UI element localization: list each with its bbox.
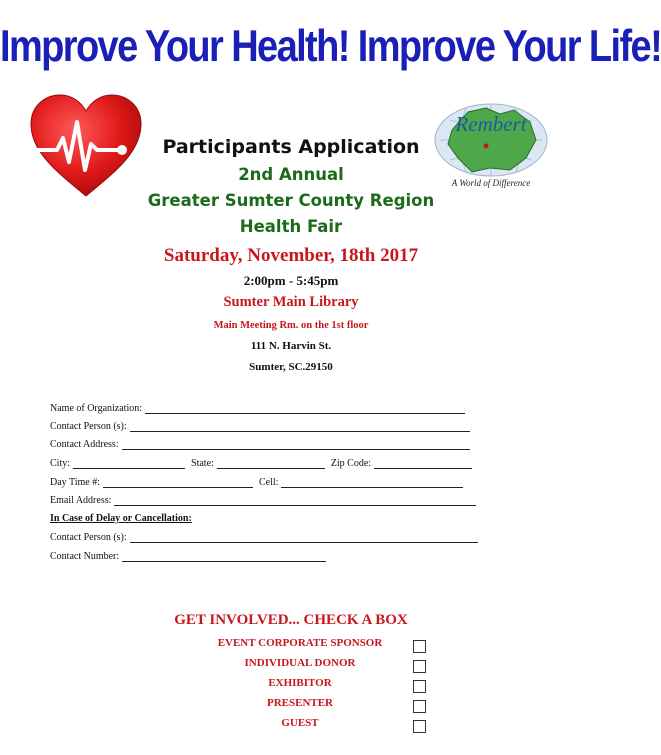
delay-contact-person-field[interactable] — [130, 532, 478, 543]
option-presenter: PRESENTER — [266, 697, 334, 709]
organization-row — [50, 400, 465, 414]
checkbox-presenter[interactable] — [413, 700, 426, 713]
contact-person-row — [50, 418, 470, 432]
state-field[interactable] — [217, 458, 325, 469]
event-time: 2:00pm - 5:45pm — [243, 273, 339, 288]
delay-heading-row — [50, 510, 192, 524]
zip-label: Zip Code: — [330, 458, 372, 469]
option-exhibitor: EXHIBITOR — [268, 677, 332, 689]
option-individual-donor: INDIVIDUAL DONOR — [244, 657, 356, 669]
logo-wordmark: Rembert — [455, 112, 527, 136]
event-venue: Sumter Main Library — [223, 294, 359, 310]
option-guest: GUEST — [281, 717, 319, 729]
contact-address-row — [50, 436, 470, 450]
email-field[interactable] — [114, 495, 476, 506]
cell-label: Cell: — [259, 477, 279, 488]
contact-address-label: Contact Address: — [50, 439, 119, 450]
delay-contact-number-label: Contact Number: — [50, 551, 120, 562]
event-room: Main Meeting Rm. on the 1st floor — [213, 320, 369, 331]
delay-contact-number-row — [50, 548, 326, 562]
organization-field[interactable] — [145, 403, 465, 414]
logo-tagline: A World of Difference — [451, 178, 531, 188]
checkbox-individual-donor[interactable] — [413, 660, 426, 673]
checkbox-event-corporate-sponsor[interactable] — [413, 640, 426, 653]
event-annual: 2nd Annual — [238, 165, 344, 184]
event-city: Sumter, SC.29150 — [249, 361, 333, 373]
event-date: Saturday, November, 18th 2017 — [163, 245, 419, 266]
get-involved-heading: GET INVOLVED... CHECK A BOX — [174, 612, 408, 628]
contact-person-label: Contact Person (s): — [50, 421, 127, 432]
contact-address-field[interactable] — [122, 439, 470, 450]
day-time-field[interactable] — [103, 477, 253, 488]
event-region: Greater Sumter County Region — [147, 191, 435, 210]
delay-contact-person-row — [50, 529, 478, 543]
state-label: State: — [191, 458, 214, 469]
day-time-label: Day Time #: — [50, 477, 101, 488]
application-title: Participants Application — [162, 136, 420, 158]
delay-contact-person-label: Contact Person (s): — [50, 532, 127, 543]
city-field[interactable] — [73, 458, 185, 469]
option-event-corporate-sponsor: EVENT CORPORATE SPONSOR — [217, 637, 383, 649]
email-row — [50, 492, 476, 506]
zip-field[interactable] — [374, 458, 472, 469]
contact-person-field[interactable] — [130, 421, 470, 432]
cell-field[interactable] — [281, 477, 463, 488]
event-name: Health Fair — [239, 217, 343, 236]
organization-label: Name of Organization: — [50, 403, 143, 414]
city-label: City: — [50, 458, 71, 469]
delay-contact-number-field[interactable] — [122, 551, 326, 562]
delay-heading: In Case of Delay or Cancellation: — [50, 513, 192, 524]
phone-row — [50, 474, 463, 488]
checkbox-exhibitor[interactable] — [413, 680, 426, 693]
event-street: 111 N. Harvin St. — [250, 340, 332, 352]
city-state-zip-row — [50, 455, 472, 469]
email-label: Email Address: — [50, 495, 112, 506]
page-headline: Improve Your Health! Improve Your Life! — [0, 22, 661, 72]
checkbox-guest[interactable] — [413, 720, 426, 733]
